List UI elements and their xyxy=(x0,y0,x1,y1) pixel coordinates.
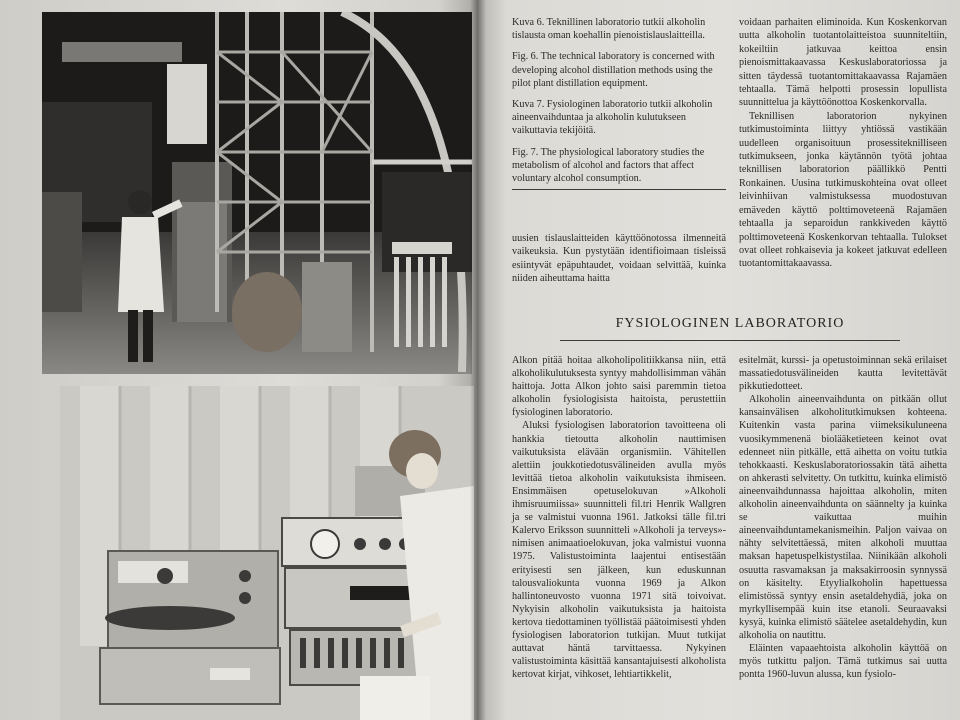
body-column-top-right xyxy=(739,16,947,271)
caption-fig6-finnish: Kuva 6. Teknillinen laboratorio tutkii alkoholin tislausta oman koehallin pienoistislauslaitteilla. xyxy=(512,17,706,42)
body-column-bottom-right xyxy=(739,354,947,681)
paragraph: Aluksi fysiologisen laboratorion tavoitteena oli hankkia tietoutta alkoholin nauttimisen vaikutuksista elävään organismiin. Vähitellen alettiin joukkotiedotusvälineiden avulla myös levittää tietoa alkoholin vaikutuksista ihmiseen. Ensimmäisen opetuselokuvan »Alkoholi ihmisruumiissa» suunnitteli fil.tri Henrik Wallgren ja se valmistui vuonna 1961. Jatkoksi tälle fil.tri Kalervo Eriksson suunnitteli »Alkoholi ja terveys»-nimisen animaatioelokuvan, joka valmistui vuonna 1975. Valistustoiminta laajentui entisestään erityisesti sen jälkeen, kun eduskunnan talousvaliokunta vuonna 1969 ja Alkon hallintoneuvosto vuonna 1971 sitä toivoivat. Nykyisin alkoholin vaikutuksista ja haitoista kertova tiedottaminen työllistää päätoimisesti yhden fysiologisen laboratorion tutkijan. Muut tutkijat auttavat häntä tarvittaessa. Nykyinen valistustoiminta käsittää kansantajuisesti alkoholista kertovat kirjat, vihkoset, lehtiartikkelit, xyxy=(512,420,726,681)
continued-paragraph: uusien tislauslaitteiden käyttöönotossa ilmenneitä vaikeuksia. Kun pystytään identifioimaan tisleissä esiintyvät epäpuhtaudet, voidaan selvittää, kuinka niiden aiheuttama haitta xyxy=(512,233,726,285)
paragraph: Eläinten vapaaehtoista alkoholin käyttöä on myös tutkittu paljon. Tämä tutkimus sai uutta pontta 1960-luvun alussa, kun fysiolo- xyxy=(739,643,947,681)
photo-technical-laboratory xyxy=(42,12,472,374)
paragraph: voidaan parhaiten eliminoida. Kun Koskenkorvan uutta alkoholin tuotantolaitteistoa suunniteltiin, kokeiltiin jatkuvaa keittoa ensin pienoismittakaavassa Keskuslaboratoriossa ja sitten täydessä tuotantomittakaavassa Rajamäen tehtaalla. Tämä helpotti prosessin lopullista suunnittelua ja käyttöönottoa Koskenkorvalla. xyxy=(739,17,947,109)
body-column-bottom-left xyxy=(512,354,726,681)
paragraph: esitelmät, kurssi- ja opetustoiminnan sekä erilaiset massatiedotusvälineiden kautta levitettävät pikkutiedotteet. xyxy=(739,355,947,393)
left-page xyxy=(0,0,478,720)
book-gutter xyxy=(470,0,486,720)
caption-divider xyxy=(512,189,726,190)
photo-physiological-laboratory xyxy=(60,386,474,720)
section-heading: FYSIOLOGINEN LABORATORIO xyxy=(615,316,845,331)
paragraph: Alkon pitää hoitaa alkoholipolitiikkansa niin, että alkoholikulutuksesta syntyy mahdollisimman vähän haittoja. Jotta Alkon johto saisi paremmin tietoa alkoholin fysiologisista haitoista, perustettiin fysiologinen laboratorio. xyxy=(512,355,726,419)
caption-fig7-finnish: Kuva 7. Fysiologinen laboratorio tutkii alkoholin aineenvaihduntaa ja alkoholin kulutukseen vaikuttavia tekijöitä. xyxy=(512,99,713,137)
body-column-top-left xyxy=(512,232,726,286)
caption-fig7-english: Fig. 7. The physiological laboratory studies the metabolism of alcohol and factors that affect voluntary alcohol consumption. xyxy=(512,146,705,185)
paragraph: Teknillisen laboratorion nykyinen tutkimustoiminta liittyy yhtiössä vastikään uudelleen organisoituun prosessiteknilliseen tutkimukseen, jonka käytännön työtä johtaa teknillisen laboratorion päällikkö Pentti Ronkainen. Uusina tutkimuskohteina ovat olleet leivinhiivan valmistuksessa muodostuvan emäveden käyttö polttimoveteenä Rajamäen tehtaalla ja separoidun rankkiveden käyttö polttimoveteenä Koskenkorvan tehtaalla. Tulokset ovat olleet rohkaisevia ja kokeet jatkuvat edelleen tuotantomittakaavassa. xyxy=(739,110,947,270)
paragraph: Alkoholin aineenvaihdunta on pitkään ollut kansainvälisen alkoholitutkimuksen kohteena. Kuitenkin vasta parina viimeksikuluneena vuosikymmenenä biolääketieteen keinot ovat edenneet niin pitkälle, että aihetta on voitu tutkia tehokkaasti. Keskuslaboratoriossakin tätä aihetta on ahkerasti selvitetty. On tutkittu, kuinka elimistö aineenvaihdunnassa hajoittaa alkoholin, miten alkoholin aineenvaihdunta on säännelty ja kuinka se vaikuttaa muihin aineenvaihduntamekanismeihin. Paljon vaivaa on nähty selvitettäessä, miten alkoholi muuttaa maksan hapetuspelkistystilaa. Niinikään alkoholi osuutta rasvamaksan ja maksakirroosin synnyssä on käsitelty. Etyylialkoholin hapettuessa elimistössä syntyy ensin asetaldehydiä, joka on myrkyllisempää kuin itse etanoli. Seuraavaksi kysyä, kuinka elimistö säätelee asetaldehydin, kun alkoholia on nautittu. xyxy=(739,394,947,641)
heading-divider xyxy=(560,340,900,341)
caption-fig6-english: Fig. 6. The technical laboratory is concerned with developing alcohol distillation methods using the pilot plant distillation equipment. xyxy=(512,51,715,89)
photo-captions xyxy=(512,16,726,193)
